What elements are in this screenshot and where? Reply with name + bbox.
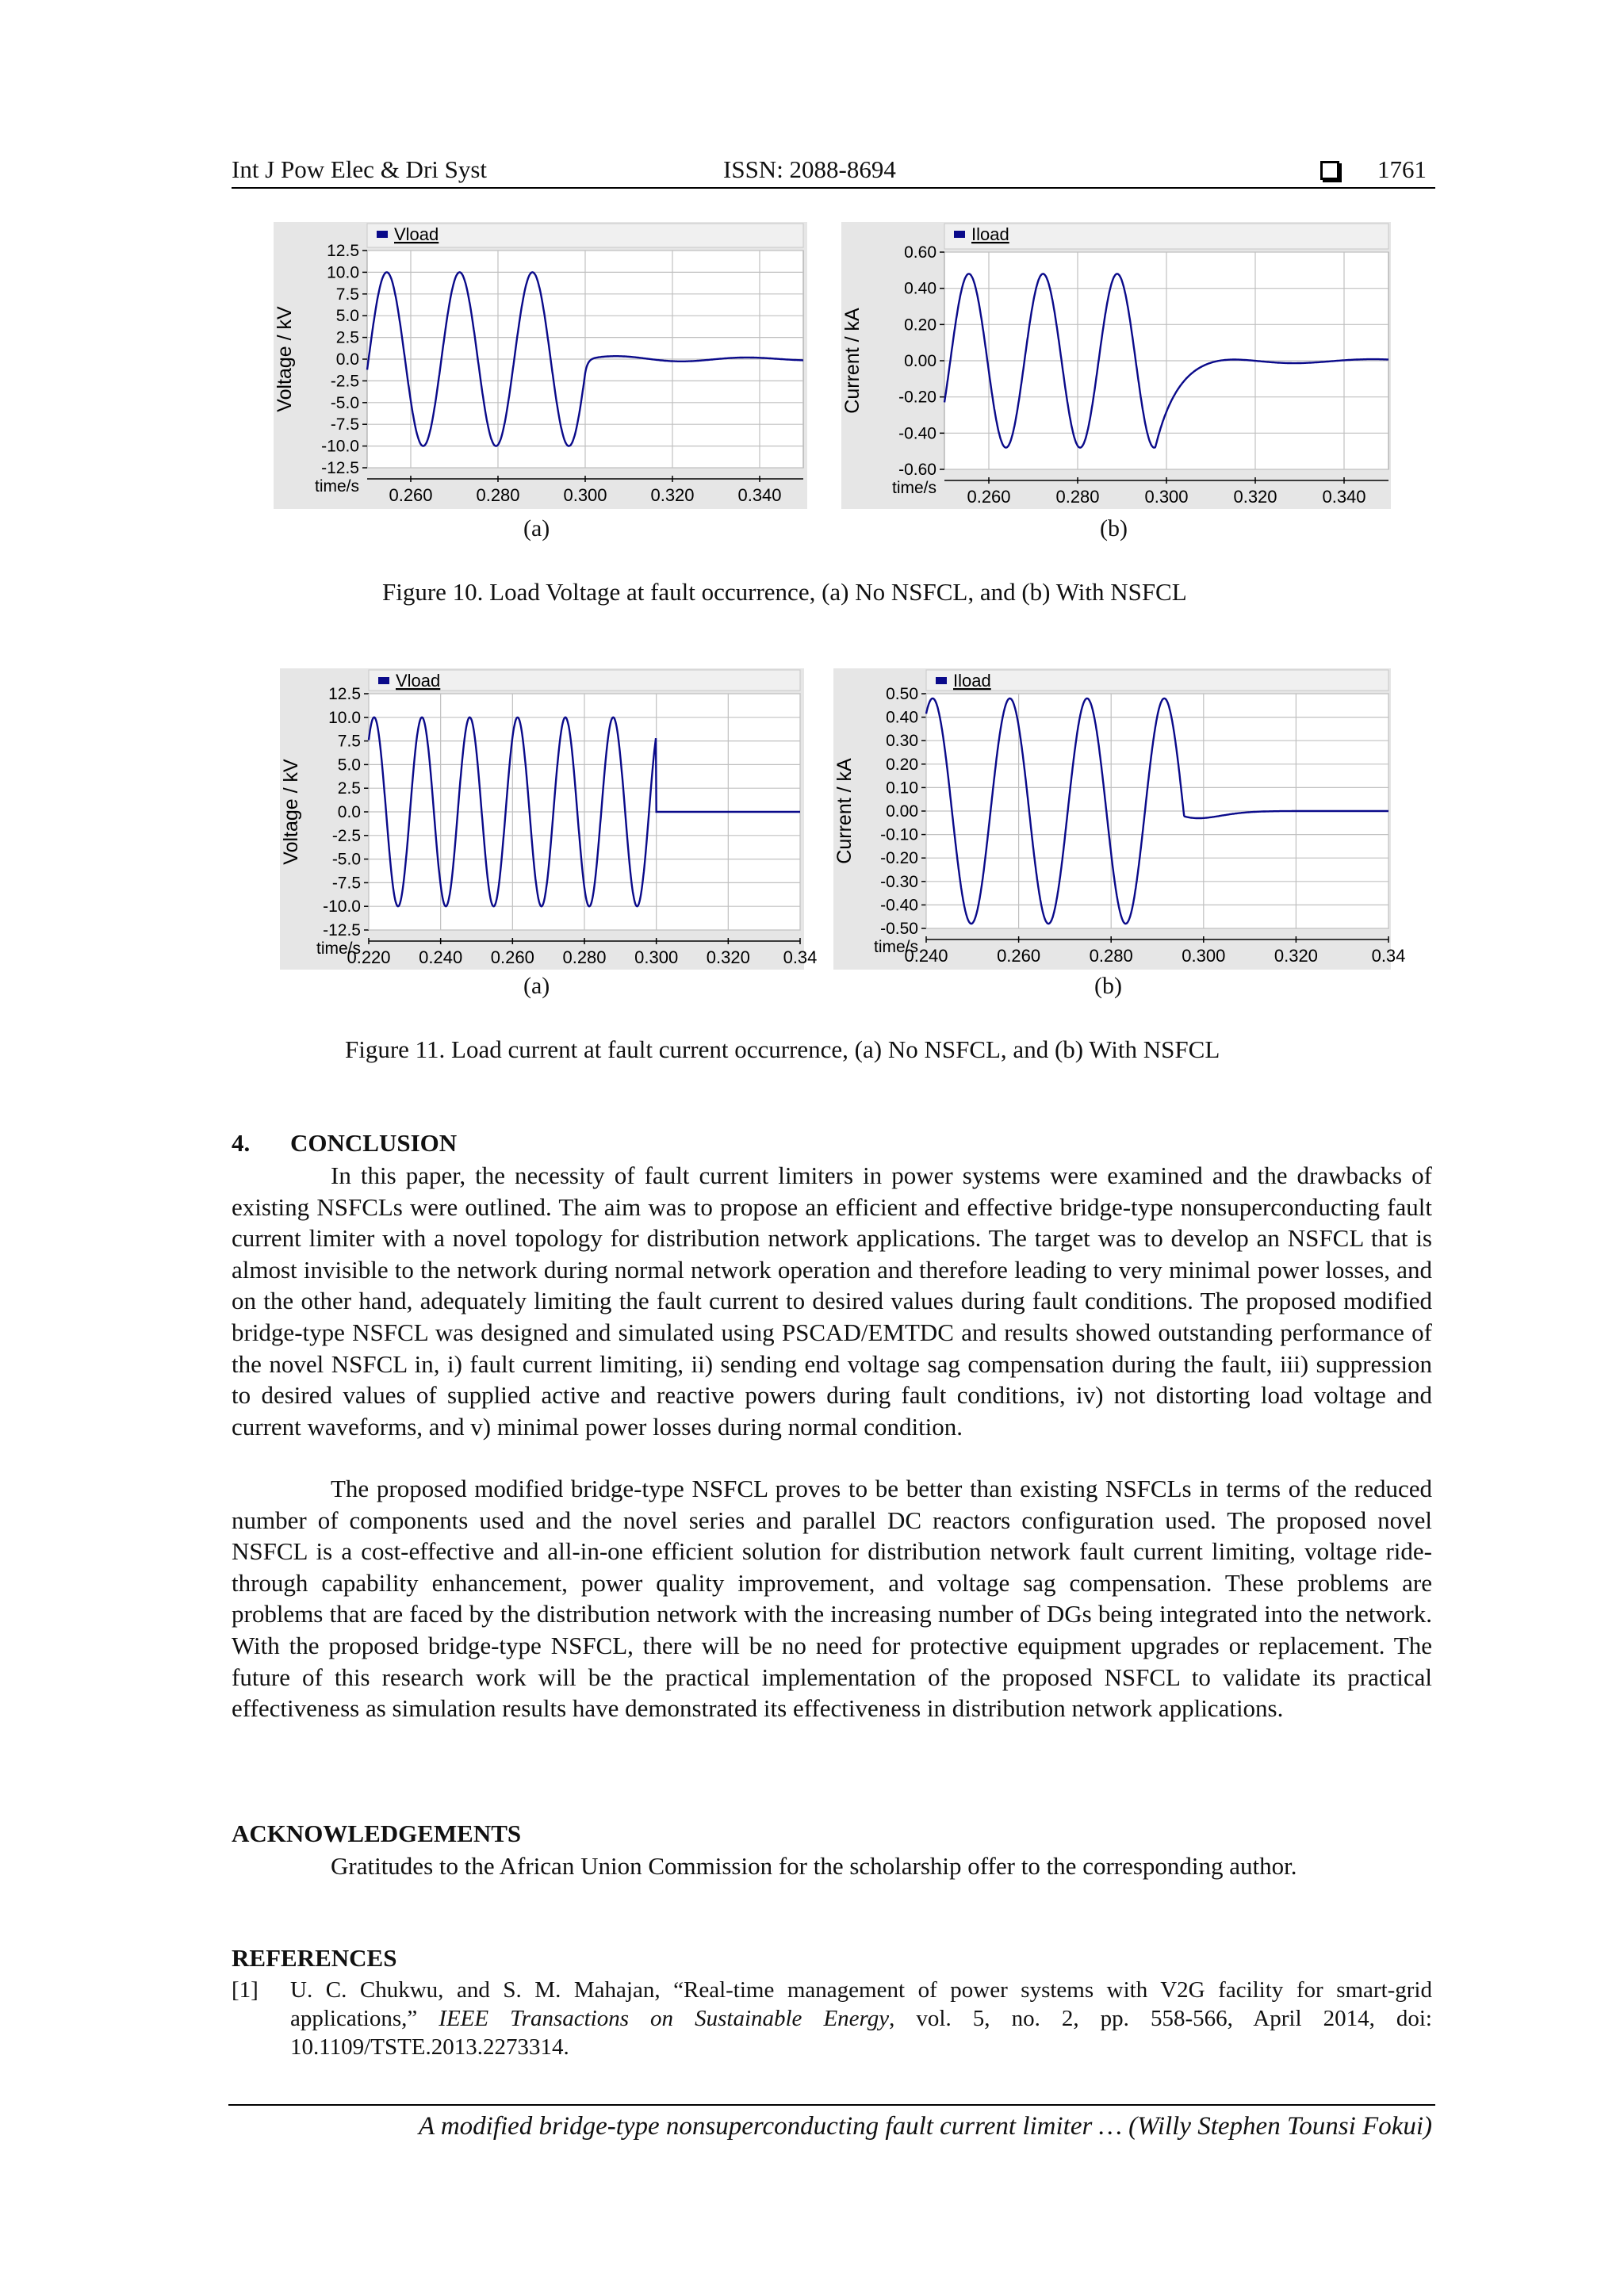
- y-tick-label: -12.5: [323, 921, 361, 939]
- y-tick-label: -5.0: [331, 850, 361, 869]
- reference-body: [290, 1976, 1432, 2061]
- x-tick-label: 0.260: [997, 946, 1041, 966]
- y-tick-label: 0.60: [904, 243, 936, 262]
- y-tick-label: -0.20: [898, 388, 936, 407]
- figure-11a-label: (a): [523, 973, 550, 999]
- y-tick-label: -7.5: [331, 874, 361, 893]
- legend-label: Vload: [396, 671, 441, 691]
- reference-item: [232, 1976, 1432, 2061]
- conclusion-heading-number: 4.: [232, 1129, 251, 1157]
- y-tick-label: 0.40: [904, 279, 936, 298]
- y-tick-label: 0.00: [886, 802, 918, 821]
- figure-11a-chart: [280, 668, 818, 970]
- y-tick-label: -5.0: [330, 393, 359, 412]
- y-tick-label: 0.30: [886, 732, 918, 751]
- legend-swatch: [377, 231, 388, 238]
- y-axis-label: Current / kA: [841, 308, 864, 414]
- footer-rule: [228, 2104, 1435, 2106]
- conclusion-paragraph-1: In this paper, the necessity of fault current limiters in power systems were examined and the drawbacks of existing NSFCLs were outlined. The aim was to propose an efficient and effective bridge-type nonsuperconducting fault current limiter with a novel topology for distribution network applications. The target was to develop an NSFCL that is almost invisible to the network during normal network operation and therefore leading to very minimal power losses, and on the other hand, adequately limiting the fault current to desired values during fault conditions. The proposed modified bridge-type NSFCL was designed and simulated using PSCAD/EMTDC and results showed outstanding performance of the novel NSFCL in, i) fault current limiting, ii) sending end voltage sag compensation during the fault, iii) suppression to desired values of supplied active and reactive powers during fault conditions, iv) not distorting load voltage and current waveforms, and v) minimal power losses during normal condition.: [232, 1161, 1432, 1441]
- x-tick-label: 0.300: [634, 947, 679, 967]
- figure-11-caption: Figure 11. Load current at fault current occurrence, (a) No NSFCL, and (b) With NSFCL: [345, 1035, 1220, 1063]
- legend-label: Iload: [971, 224, 1009, 244]
- figure-11b-label: (b): [1094, 973, 1122, 999]
- y-tick-label: 2.5: [337, 779, 361, 798]
- reference-text: U. C. Chukwu, and S. M. Mahajan, “Real-time management of power systems with V2G facility for smart-grid applications,”: [290, 1977, 1432, 2031]
- x-tick-label: 0.320: [706, 947, 750, 967]
- y-tick-label: 0.00: [904, 352, 936, 370]
- x-tick-label: 0.320: [650, 485, 695, 505]
- figure-10b-svg: [841, 222, 1391, 509]
- y-tick-label: -7.5: [330, 415, 359, 434]
- figure-11b-chart: [833, 668, 1406, 970]
- x-axis-label: time/s: [316, 939, 361, 958]
- figure-10a-svg: [274, 222, 807, 509]
- x-tick-label: 0.300: [1144, 487, 1189, 507]
- x-tick-label: 0.320: [1274, 946, 1318, 966]
- x-tick-label: 0.280: [1055, 487, 1100, 507]
- x-tick-label: 0.280: [1089, 946, 1133, 966]
- y-tick-label: -0.10: [880, 825, 918, 844]
- figure-11b-svg: [833, 668, 1406, 970]
- y-tick-label: -2.5: [331, 826, 361, 845]
- legend-swatch: [954, 231, 965, 238]
- y-tick-label: -0.60: [898, 461, 936, 479]
- reference-number: [1]: [232, 1977, 259, 2003]
- x-tick-label: 0.340: [1322, 487, 1366, 507]
- y-tick-label: -0.40: [880, 896, 918, 915]
- y-tick-label: -0.30: [880, 872, 918, 891]
- x-tick-label: 0.340: [737, 485, 782, 505]
- y-tick-label: 0.20: [904, 316, 936, 335]
- y-tick-label: 0.50: [886, 685, 918, 703]
- x-tick-label: 0.220: [347, 947, 391, 967]
- y-tick-label: -10.0: [321, 437, 359, 456]
- figure-10b-label: (b): [1100, 515, 1128, 541]
- conclusion-heading: CONCLUSION: [290, 1129, 458, 1157]
- y-tick-label: -12.5: [321, 459, 359, 477]
- y-tick-label: -10.0: [323, 897, 361, 916]
- x-tick-label: 0.240: [904, 946, 948, 966]
- acknowledgements-text: Gratitudes to the African Union Commission for the scholarship offer to the corresponding author.: [331, 1852, 1297, 1880]
- y-tick-label: 5.0: [335, 307, 359, 326]
- x-tick-label: 0.260: [490, 947, 534, 967]
- y-tick-label: 12.5: [327, 242, 359, 260]
- legend-swatch: [378, 677, 389, 684]
- square-icon: [1320, 161, 1339, 180]
- y-tick-label: 0.0: [337, 803, 361, 821]
- issn: ISSN: 2088-8694: [723, 155, 896, 183]
- page-number: 1761: [1377, 155, 1427, 183]
- legend-label: Vload: [394, 224, 439, 244]
- x-tick-label: 0.320: [1233, 487, 1277, 507]
- figure-10-caption: Figure 10. Load Voltage at fault occurrence, (a) No NSFCL, and (b) With NSFCL: [382, 578, 1187, 606]
- legend-label: Iload: [953, 671, 991, 691]
- y-tick-label: 12.5: [328, 685, 361, 703]
- y-tick-label: 10.0: [328, 708, 361, 727]
- figure-10a-label: (a): [523, 515, 550, 541]
- legend-swatch: [936, 677, 947, 684]
- y-tick-label: 7.5: [337, 732, 361, 751]
- y-tick-label: -2.5: [330, 372, 359, 391]
- figure-10b-chart: [841, 222, 1391, 509]
- y-tick-label: -0.50: [880, 920, 918, 938]
- y-tick-label: 7.5: [335, 285, 359, 304]
- x-tick-label: 0.260: [389, 485, 433, 505]
- y-axis-label: Current / kA: [833, 758, 856, 864]
- y-tick-label: 0.40: [886, 708, 918, 727]
- y-tick-label: -0.20: [880, 849, 918, 868]
- x-axis-label: time/s: [891, 479, 936, 497]
- x-tick-label: 0.240: [419, 947, 463, 967]
- figure-11a-svg: [280, 668, 818, 970]
- y-axis-label: Voltage / kV: [274, 306, 296, 412]
- y-tick-label: 5.0: [337, 756, 361, 775]
- y-tick-label: -0.40: [898, 424, 936, 443]
- figure-10a-chart: [274, 222, 807, 509]
- acknowledgements-heading: ACKNOWLEDGEMENTS: [232, 1820, 522, 1847]
- x-tick-label: 0.300: [1182, 946, 1226, 966]
- journal-name: Int J Pow Elec & Dri Syst: [232, 155, 488, 183]
- x-tick-label: 0.280: [562, 947, 607, 967]
- x-axis-label: time/s: [873, 938, 918, 956]
- conclusion-paragraph-2: The proposed modified bridge-type NSFCL proves to be better than existing NSFCLs in terms of the reduced number of components used and the novel series and parallel DC reactors configuration used. The proposed novel NSFCL is a cost-effective and all-in-one efficient solution for distribution network fault current limiting, voltage ride-through capability enhancement, power quality improvement, and voltage sag compensation. These problems are problems that are faced by the distribution network with the increasing number of DGs being integrated into the network. With the proposed bridge-type NSFCL, there will be no need for protective equipment upgrades or replacement. The future of this research work will be the practical implementation of the proposed NSFCL to validate its practical effectiveness as simulation results have demonstrated its effectiveness in distribution network applications.: [232, 1475, 1432, 1723]
- reference-journal: IEEE Transactions on Sustainable Energy: [439, 2006, 890, 2031]
- y-tick-label: 0.0: [335, 350, 359, 369]
- footer-running-title: A modified bridge-type nonsuperconducting fault current limiter … (Willy Stephen Tounsi Fokui): [419, 2112, 1432, 2141]
- header-rule: [232, 187, 1435, 189]
- x-tick-label: 0.300: [563, 485, 607, 505]
- y-axis-label: Voltage / kV: [280, 759, 302, 865]
- references-heading: REFERENCES: [232, 1944, 397, 1972]
- y-tick-label: 0.10: [886, 779, 918, 798]
- y-tick-label: 0.20: [886, 755, 918, 774]
- x-tick-label: 0.260: [967, 487, 1011, 507]
- reference-details: , vol. 5, no. 2, pp. 558-566, April 2014, doi: 10.1109/TSTE.2013.2273314.: [290, 2006, 1432, 2060]
- x-tick-label: 0.34: [783, 947, 818, 967]
- x-axis-label: time/s: [314, 477, 359, 496]
- x-tick-label: 0.280: [476, 485, 520, 505]
- x-tick-label: 0.34: [1371, 946, 1406, 966]
- y-tick-label: 2.5: [335, 328, 359, 347]
- y-tick-label: 10.0: [327, 263, 359, 282]
